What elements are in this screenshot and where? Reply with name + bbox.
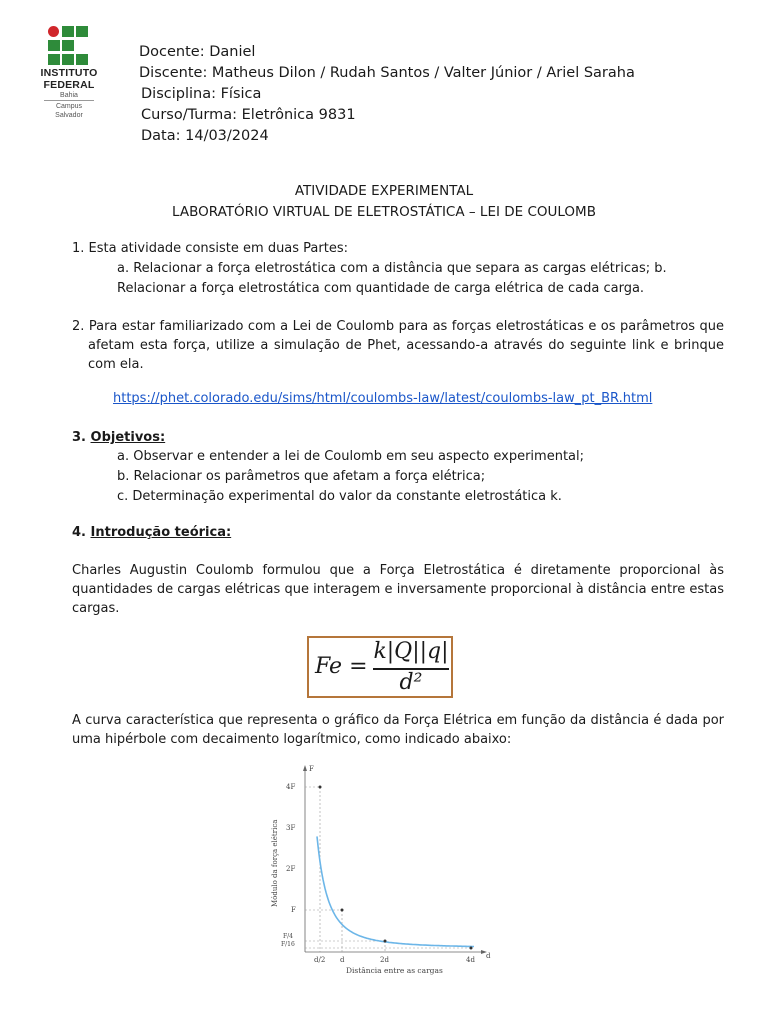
section1-item-b: Relacionar a força eletrostática com quantidade de carga elétrica de cada carga. [117, 281, 645, 296]
institution-logo [36, 26, 102, 120]
x-tick-label: 4d [466, 956, 475, 964]
header-curso: Curso/Turma: Eletrônica 9831 [141, 107, 356, 123]
section3-heading-wrap [72, 428, 165, 447]
y-tick-label: F [291, 906, 296, 914]
section1-item-a: a. Relacionar a força eletrostática com a distância que separa as cargas elétricas; b. [117, 261, 667, 276]
y-tick-label: F/16 [281, 941, 295, 948]
y-tick-label: 2F [286, 865, 296, 873]
y-tick-label: 4F [286, 783, 296, 791]
point-f16 [470, 947, 473, 950]
title-line2: LABORATÓRIO VIRTUAL DE ELETROSTÁTICA – LEI DE COULOMB [172, 204, 596, 220]
point-f [341, 909, 344, 912]
x-tick-label: d/2 [314, 956, 326, 964]
curve-description: A curva característica que representa o gráfico da Força Elétrica em função da distância é dada por uma hipérbole com decaimento logarítmico, como indicado abaixo: [72, 713, 724, 747]
logo-square [62, 26, 74, 37]
phet-simulation-link[interactable]: https://phet.colorado.edu/sims/html/coulombs-law/latest/coulombs-law_pt_BR.html [113, 391, 653, 406]
section4-heading-wrap [72, 523, 231, 542]
section1-intro: 1. Esta atividade consiste em duas Partes: [72, 241, 348, 256]
header-docente: Docente: Daniel [139, 44, 256, 60]
point-4f [319, 786, 322, 789]
x-axis-title: Distância entre as cargas [346, 966, 443, 975]
coulomb-formula [307, 636, 453, 698]
logo-square [76, 54, 88, 65]
section2-text: 2. Para estar familiarizado com a Lei de Coulomb para as forças eletrostáticas e os parâmetros que afetam esta força, utilize a simulação de Phet, acessando-a através do seguinte link e brinque com ela. [72, 319, 724, 372]
logo-state: Bahia [44, 91, 94, 101]
x-tick-label: 2d [380, 956, 389, 964]
objective-item: b. Relacionar os parâmetros que afetam a força elétrica; [117, 469, 486, 484]
objective-item: a. Observar e entender a lei de Coulomb em seu aspecto experimental; [117, 449, 584, 464]
point-f4 [384, 940, 387, 943]
section4-number: 4. [72, 525, 91, 540]
header-discente: Discente: Matheus Dilon / Rudah Santos / Valter Júnior / Ariel Saraha [139, 65, 635, 81]
section4-paragraph: Charles Augustin Coulomb formulou que a Força Eletrostática é diretamente proporcional às quantidades de cargas elétricas que interagem e inversamente proporcional à distância entre estas cargas. [72, 563, 724, 616]
y-axis-arrow [303, 765, 307, 771]
header-disciplina: Disciplina: Física [141, 86, 262, 102]
logo-circle [48, 26, 59, 37]
objective-item: c. Determinação experimental do valor da constante eletrostática k. [117, 489, 562, 504]
y-tick-label: 3F [286, 824, 296, 832]
header-data: Data: 14/03/2024 [141, 128, 269, 144]
y-axis-title: Módulo da força elétrica [271, 819, 279, 907]
logo-square [48, 54, 60, 65]
logo-mark [48, 26, 90, 66]
logo-square [62, 54, 74, 65]
section4-heading: Introdução teórica: [90, 525, 232, 540]
force-curve [317, 836, 474, 946]
formula-numerator: k|Q||q| [373, 639, 449, 664]
formula-lhs: Fe = [315, 654, 368, 679]
x-tick-label: d [340, 956, 345, 964]
x-axis-letter: d [486, 952, 491, 960]
formula-denominator: d² [399, 670, 423, 695]
logo-square [76, 26, 88, 37]
logo-campus-line1: Campus [55, 103, 83, 110]
logo-square [48, 40, 60, 51]
title-line1: ATIVIDADE EXPERIMENTAL [294, 183, 474, 199]
logo-name-line1: INSTITUTO [40, 67, 98, 79]
logo-name-line2: FEDERAL [43, 79, 95, 91]
logo-campus-line2: Salvador [55, 112, 83, 119]
section3-number: 3. [72, 430, 91, 445]
logo-square [62, 40, 74, 51]
y-axis-letter: F [309, 765, 314, 773]
y-tick-label: F/4 [283, 933, 294, 940]
force-distance-graph [262, 762, 492, 980]
section3-heading: Objetivos: [90, 430, 166, 445]
